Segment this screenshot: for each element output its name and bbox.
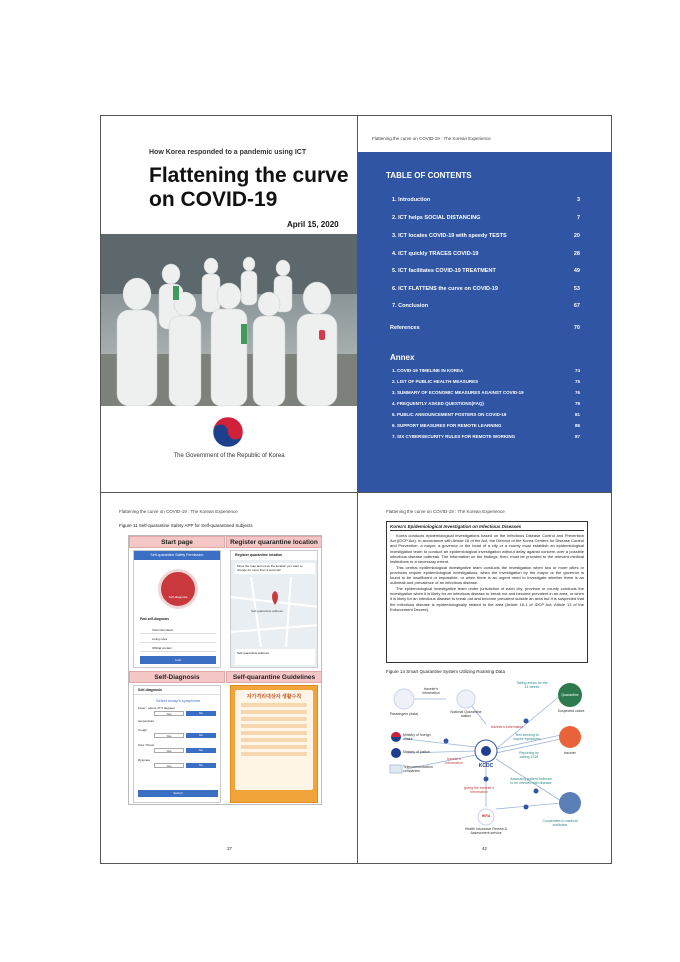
- fever-yes-button[interactable]: Yes: [154, 711, 184, 716]
- annex-item-label: 1. COVID-19 TIMELINE IN KOREA: [392, 368, 464, 373]
- pin-label: Self-quarantine address: [251, 609, 283, 613]
- annex-item-page: 81: [574, 412, 580, 417]
- page-number: 42: [482, 846, 488, 851]
- cover-date: April 15, 2020: [287, 220, 339, 229]
- cooperate-label: Cooperates to medical institution: [542, 819, 578, 827]
- epidemiology-text: [390, 533, 584, 612]
- register-screen-bar: Register quarantine location: [231, 551, 317, 560]
- cell-header-register: Register quarantine location: [226, 536, 322, 548]
- annex-item[interactable]: [392, 379, 580, 384]
- cover-title: Flattening the curve on COVID-19: [149, 164, 349, 211]
- government-label: The Government of the Republic of Korea: [173, 453, 285, 459]
- paragraph: The epidemiological investigative team under jurisdiction of each city, province or county conducts the investigation when it is likely for an infectious disease to break out and become prevalent in an area, or when it is likely for an infectious disease to break out and become prevalent outside an area but it is suspected that the infectious disease is epidemiologically related to the area (Article 18-1 of IDCP Act; Article 13 of the Enforcement Decree).: [390, 586, 584, 612]
- epidemiology-box: [386, 521, 588, 663]
- annex-item-page: 87: [574, 434, 580, 439]
- lock-button[interactable]: Lock: [140, 656, 216, 664]
- hira-label: Health Insurance Review & Assessment service: [464, 827, 508, 835]
- toc-page: [358, 116, 612, 492]
- paragraph: This central epidemiological investigative team conducts the investigation when two or more cities or provinces require epidemiological investigations, when the investigation by the mayor or the governor is found to be insufficient or impossible, or when there is an urgent need to investigate whether there is an outbreak and prevalence of an infectious disease.: [390, 564, 584, 586]
- official-contact-row[interactable]: Official contact: [140, 645, 216, 652]
- annex-item[interactable]: [392, 423, 580, 428]
- toc-references[interactable]: [390, 325, 580, 331]
- info-label-3: giving the traveler's information: [463, 786, 495, 794]
- toc-item-page: 67: [573, 303, 580, 309]
- running-head: Flattening the curve on COVID-19 : The Korean Experience: [372, 136, 491, 141]
- document-spread: [100, 115, 612, 864]
- phone-guidelines-screen: [230, 685, 318, 803]
- annex-item[interactable]: [392, 401, 580, 406]
- annex-item-label: 6. SUPPORT MEASURES FOR REMOTE LEARNING: [392, 423, 502, 428]
- cover-photo-medical-staff: [101, 234, 357, 406]
- epidemiology-page: [358, 493, 612, 864]
- annex-item-page: 86: [574, 423, 580, 428]
- taking-action-label: Taking action for the 14 weeks: [516, 681, 548, 689]
- submit-button[interactable]: Submit: [138, 790, 218, 797]
- text-sending-label: Text sending to inquire symptoms: [513, 733, 541, 741]
- symptoms-title: Select today's symptoms: [155, 698, 201, 703]
- moj-label: Ministry of justice: [403, 750, 430, 754]
- epidemiology-box-title: Korea's Epidemiological Investigation on Infectious Diseases: [390, 524, 584, 531]
- toc-item[interactable]: [392, 251, 580, 257]
- annex-item-label: 2. LIST OF PUBLIC HEALTH MEASURES: [392, 379, 479, 384]
- toc-item-page: 53: [573, 286, 580, 292]
- running-head: Flattening the curve on COVID-19 : The Korean Experience: [119, 509, 238, 514]
- toc-item[interactable]: [392, 303, 580, 309]
- toc-item-page: 7: [576, 215, 580, 221]
- annex-item-page: 74: [574, 368, 580, 373]
- toc-item[interactable]: [392, 233, 580, 239]
- cell-header-guidelines: Self-quarantine Guidelines: [226, 671, 322, 683]
- national-quarantine-label: National Quarantine station: [450, 710, 482, 718]
- guidelines-card: [235, 690, 313, 790]
- toc-references-label: References: [390, 325, 420, 331]
- info-label-2: traveler's information: [445, 757, 463, 765]
- sore-throat-no-button[interactable]: No: [186, 748, 216, 753]
- phone-diagnosis-screen: [133, 685, 221, 803]
- app-figure-page: [101, 493, 357, 864]
- assessing-label: Assessing patient believed to be infected with disease: [510, 777, 552, 785]
- dyspnea-question: Dyspnea: [138, 758, 150, 762]
- annex-item-page: 79: [574, 401, 580, 406]
- annex-item-label: 7. SIX CYBERSECURITY RULES FOR REMOTE WORKING: [392, 434, 516, 439]
- annex-item-page: 76: [574, 390, 580, 395]
- cover-page: [101, 116, 357, 492]
- suspected-label: Suspected cases: [557, 709, 585, 713]
- running-head: Flattening the curve on COVID-19 : The Korean Experience: [386, 509, 505, 514]
- info-label-1: traveler's information: [490, 725, 524, 729]
- toc-item-page: 20: [573, 233, 580, 239]
- cough-no-button[interactable]: No: [186, 733, 216, 738]
- quarantine-address-field[interactable]: Self-quarantine Address: [235, 649, 315, 665]
- self-diagnosis-label: Self-diagnosis: [168, 595, 188, 599]
- figure-caption: Figure 11 Self-quarantine Safety APP for Self-quarantined Subjects: [119, 523, 253, 528]
- page-number: 37: [227, 846, 233, 851]
- toc-item[interactable]: [392, 197, 580, 203]
- phone-start-screen: [133, 550, 221, 668]
- toc-item-page: 28: [573, 251, 580, 257]
- toc-item-label: 5. ICT facilitates COVID-19 TREATMENT: [392, 268, 496, 274]
- mofa-label: Ministry of foreign affairs: [403, 733, 431, 741]
- toc-item-label: 1. Introduction: [392, 197, 431, 203]
- toc-item-label: 3. ICT locates COVID-19 with speedy TESTS: [392, 233, 507, 239]
- toc-item-page: 49: [573, 268, 580, 274]
- annex-item-label: 4. FREQUENTLY ASKED QUESTIONS(FAQ): [392, 401, 484, 406]
- guidelines-title: 자가격리대상자 생활수칙: [246, 694, 302, 700]
- phone-register-screen: [230, 550, 318, 668]
- cough-question: Cough: [138, 728, 147, 732]
- diagnosis-screen-bar: Self-diagnosis: [134, 686, 220, 695]
- cell-header-diagnosis: Self-Diagnosis: [129, 671, 225, 683]
- medical-staff-illustration: [101, 234, 357, 406]
- register-hint: Move the map and move the location you want to change for more than 3 seconds!: [235, 563, 315, 574]
- telecom-label: Telecommunication companies: [403, 765, 433, 773]
- travelers-info-label: traveler's information: [422, 687, 440, 695]
- annex-item-page: 75: [574, 379, 580, 384]
- hira-logo: HIRA: [481, 814, 491, 818]
- traveler-label: traveler: [564, 751, 576, 755]
- paragraph: Korea conducts epidemiological investigations based on the Infectious Disease Control and Prevention Act (IDCP Act). In accordance with Article 18 of the Act, the Director of the Korea Centers for Disease Control and Prevention, a mayor, a governor or the head of a city or a county must establish an epidemiological investigation team to conduct an epidemiological investigation without delay against concern over a possible infectious disease outbreak. The information on the findings, then, must be provided to the relevant medical institutions to a necessary extent.: [390, 533, 584, 565]
- kcdc-label: KCDC: [478, 763, 494, 769]
- passengers-label: Passengers (data): [389, 712, 419, 716]
- annex-item[interactable]: [392, 390, 580, 395]
- toc-item-label: 7. Conclusion: [392, 303, 429, 309]
- quarantine-label: Quarantine: [561, 693, 579, 697]
- toc-panel: [358, 152, 612, 492]
- annex-item[interactable]: [392, 368, 580, 373]
- past-diagnosis-label: Past self-diagnosis: [140, 617, 170, 621]
- self-diagnosis-button[interactable]: [158, 569, 198, 609]
- toc-item[interactable]: [392, 268, 580, 274]
- cover-subtitle: How Korea responded to a pandemic using ICT: [149, 149, 307, 156]
- taegeuk-logo-icon: [212, 416, 244, 448]
- toc-item-page: 3: [576, 197, 580, 203]
- annex-item[interactable]: [392, 412, 580, 417]
- figure-caption: Figure 14 Smart Quarantine System Utilizing Roaming Data: [386, 669, 506, 674]
- fever-question: Fever : above 37.5 degrees: [138, 706, 175, 710]
- reporting-label: Reporting by calling 1339: [519, 751, 539, 759]
- toc-item[interactable]: [392, 215, 580, 221]
- start-screen-bar: Self-quarantine Safety Permission: [134, 551, 220, 560]
- toc-references-page: 70: [573, 325, 580, 331]
- sore-throat-question: Sore Throat: [138, 743, 154, 747]
- toc-item-label: 6. ICT FLATTENS the curve on COVID-19: [392, 286, 498, 292]
- annex-item-label: 5. PUBLIC ANNOUNCEMENT POSTERS ON COVID-19: [392, 412, 507, 417]
- cell-header-start: Start page: [129, 536, 225, 548]
- toc-heading: TABLE OF CONTENTS: [386, 171, 472, 180]
- visit-information-row[interactable]: Visit information: [140, 627, 216, 634]
- smart-quarantine-diagram: [386, 679, 590, 845]
- toc-item[interactable]: [392, 286, 580, 292]
- annex-heading: Annex: [390, 353, 415, 362]
- living-rules-row[interactable]: Living rules: [140, 636, 216, 643]
- fever-no-button[interactable]: No: [186, 711, 216, 716]
- annex-item-label: 3. SUMMARY OF ECONOMIC MEASURES AGAINST COVID-19: [392, 390, 524, 395]
- toc-item-label: 4. ICT quickly TRACES COVID-19: [392, 251, 479, 257]
- cough-yes-button[interactable]: Yes: [154, 733, 184, 738]
- app-screens-grid: [128, 535, 322, 805]
- annex-item[interactable]: [392, 434, 580, 439]
- sore-throat-yes-button[interactable]: Yes: [154, 748, 184, 753]
- toc-item-label: 2. ICT helps SOCIAL DISTANCING: [392, 215, 481, 221]
- temperature-label: temperature: [138, 719, 155, 723]
- dyspnea-yes-button[interactable]: Yes: [154, 763, 184, 768]
- dyspnea-no-button[interactable]: No: [186, 763, 216, 768]
